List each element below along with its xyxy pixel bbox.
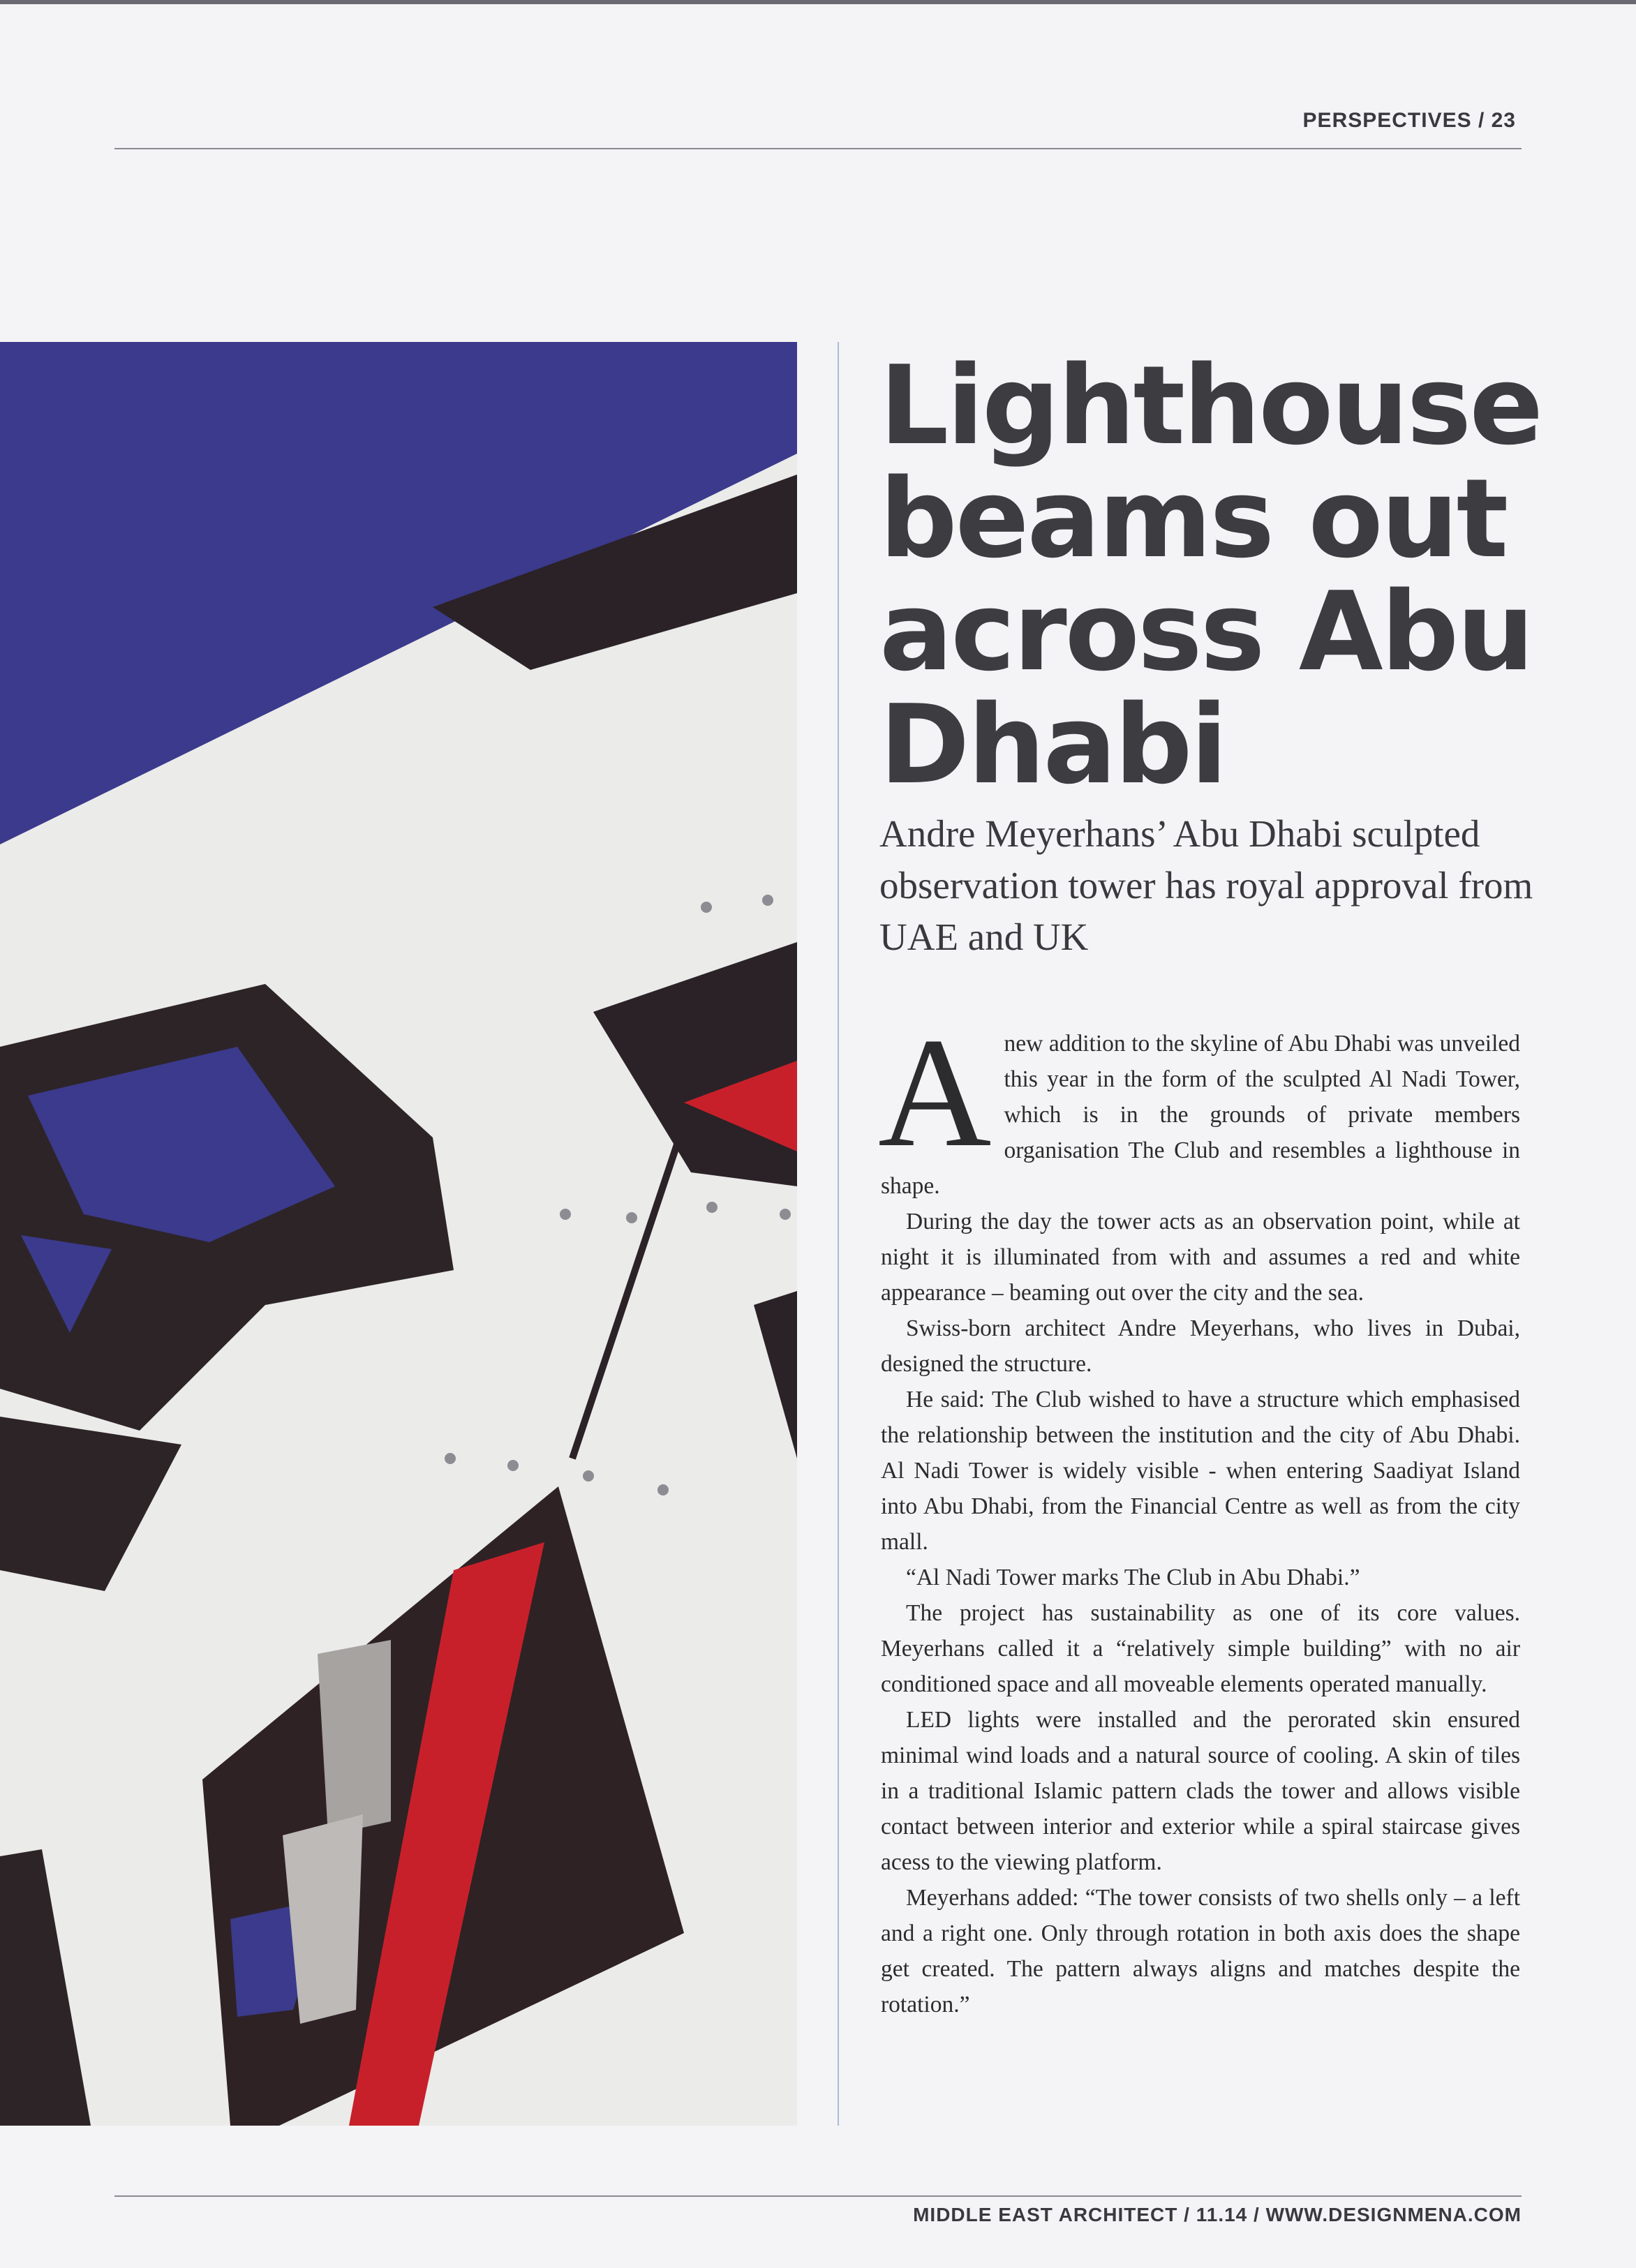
footer-credit: MIDDLE EAST ARCHITECT / 11.14 / WWW.DESIGNMENA.COM	[913, 2204, 1522, 2225]
paragraph-1	[878, 1005, 1520, 1204]
header-rule	[114, 148, 1522, 149]
paragraph-5: “Al Nadi Tower marks The Club in Abu Dhabi.”	[906, 1565, 1360, 1590]
paragraph-7: LED lights were installed and the perorated skin ensured minimal wind loads and a natural source of cooling. A skin of tiles in a traditional Islamic pattern clads the tower and allows visible contact between interior and exterior while a spiral staircase gives acess to the viewing platform.	[881, 1707, 1520, 1875]
scan-top-edge	[0, 0, 1636, 4]
paragraph-8: Meyerhans added: “The tower consists of two shells only – a left and a right one. Only through rotation in both axis does the shape get created. The pattern always aligns and matches despite the rotation.”	[881, 1885, 1520, 2017]
running-head: PERSPECTIVES / 23	[1302, 109, 1516, 132]
headline: Lighthouse beams out across Abu Dhabi	[879, 342, 1542, 808]
paragraph-2: During the day the tower acts as an observation point, while at night it is illuminated from with and assumes a red and white appearance – beaming out over the city and the sea.	[881, 1209, 1520, 1306]
drop-cap: A	[878, 1005, 992, 1179]
footer-rule	[114, 2195, 1522, 2197]
paragraph-4: He said: The Club wished to have a structure which emphasised the relationship between the institution and the city of Abu Dhabi. Al Nadi Tower is widely visible - when entering Saadiyat Island into Abu Dhabi, from the Financial Centre as well as from the city mall.	[881, 1387, 1520, 1555]
standfirst: Andre Meyerhans’ Abu Dhabi sculpted observation tower has royal approval from UAE and UK	[879, 812, 1533, 958]
paragraph-1-text: new addition to the skyline of Abu Dhabi was unveiled this year in the form of the sculpted Al Nadi Tower, which is in the grounds of private members organisation The Club and resembles a lighthouse in shape.	[881, 1031, 1520, 1199]
article-body	[878, 1005, 1520, 2022]
paragraph-6: The project has sustainability as one of its core values. Meyerhans called it a “relatively simple building” with no air conditioned space and all moveable elements operated manually.	[881, 1600, 1520, 1697]
column-rule	[838, 342, 839, 2126]
tower-photo	[0, 342, 797, 2126]
tower-photo-illustration	[0, 342, 797, 2126]
paragraph-3: Swiss-born architect Andre Meyerhans, who lives in Dubai, designed the structure.	[881, 1315, 1520, 1377]
